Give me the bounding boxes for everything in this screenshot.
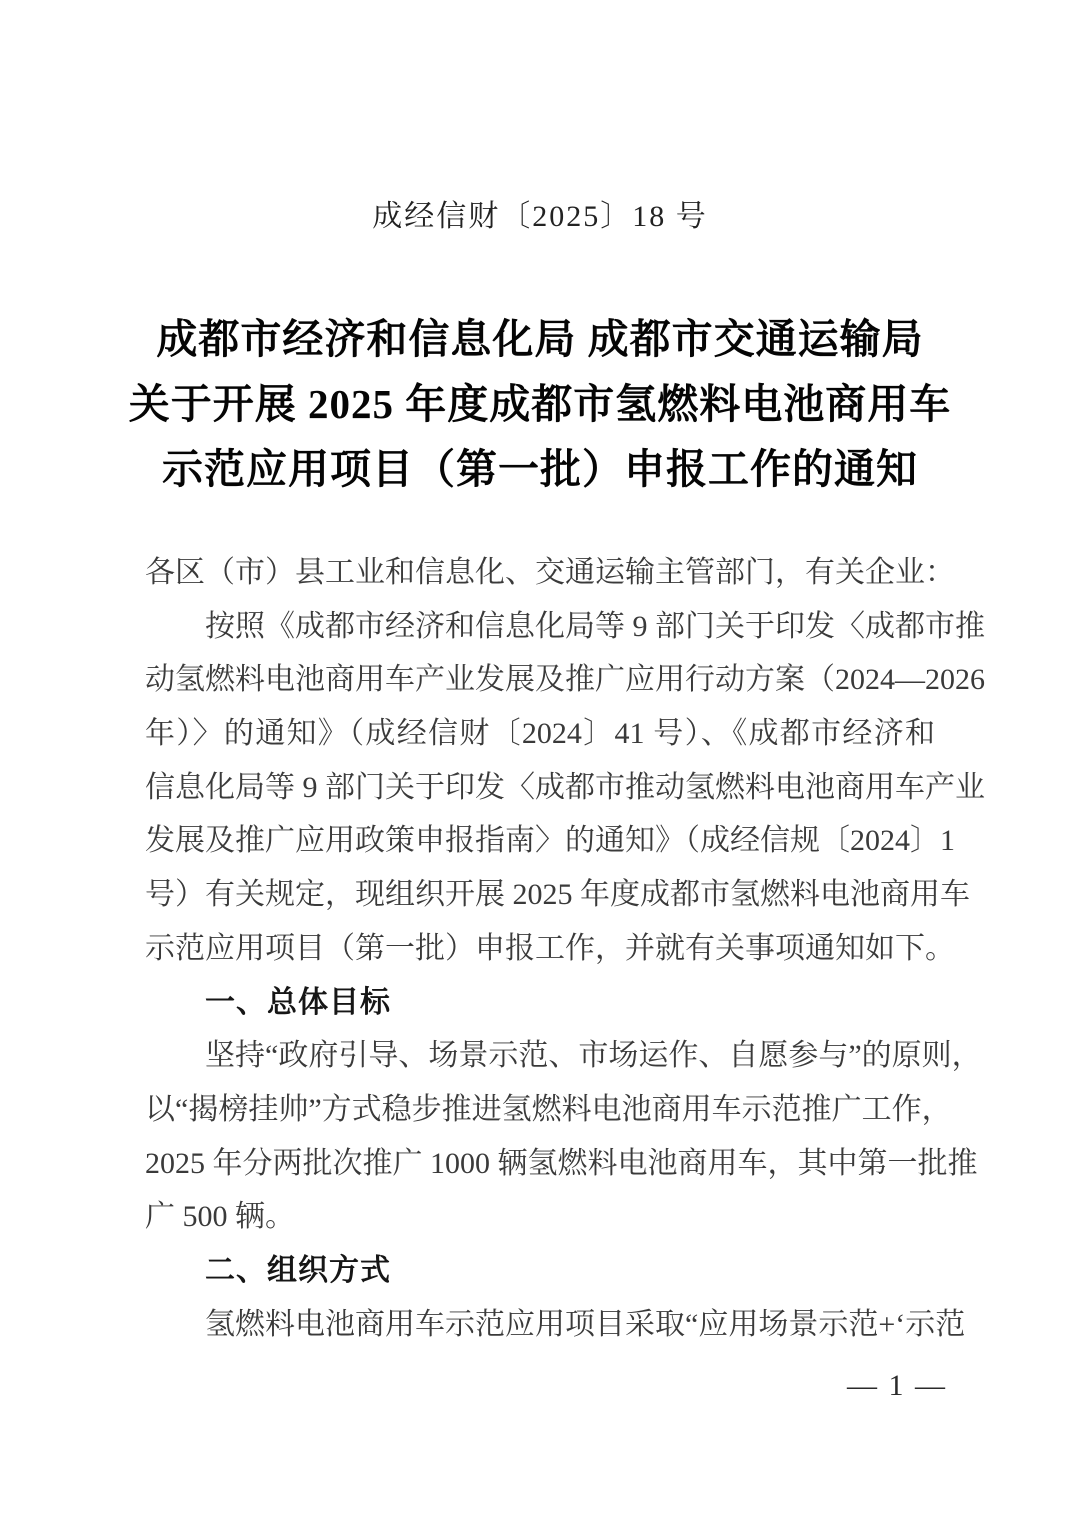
paragraph-line: 信息化局等 9 部门关于印发〈成都市推动氢燃料电池商用车产业 [145, 770, 985, 804]
document-title [70, 307, 1010, 502]
title-line-1: 成都市经济和信息化局 成都市交通运输局 [156, 316, 924, 362]
paragraph-line: 号）有关规定，现组织开展 2025 年度成都市氢燃料电池商用车 [145, 878, 970, 912]
page-number: — 1 — [847, 1369, 947, 1403]
salutation-line: 各区（市）县工业和信息化、交通运输主管部门，有关企业： [145, 556, 955, 589]
title-line-3: 示范应用项目（第一批）申报工作的通知 [162, 446, 918, 492]
paragraph-line: 2025 年分两批次推广 1000 辆氢燃料电池商用车，其中第一批推 [145, 1146, 978, 1180]
paragraph-line: 广 500 辆。 [145, 1200, 295, 1234]
document-body [145, 546, 985, 1351]
paragraph-line: 示范应用项目（第一批）申报工作，并就有关事项通知如下。 [145, 931, 955, 965]
paragraph-line: 按照《成都市经济和信息化局等 9 部门关于印发〈成都市推 [205, 609, 985, 643]
paragraph-line: 以“揭榜挂帅”方式稳步推进氢燃料电池商用车示范推广工作， [145, 1092, 952, 1126]
paragraph-line: 年）〉的通知》（成经信财〔2024〕41 号）、《成都市经济和 [145, 717, 935, 751]
paragraph-line: 氢燃料电池商用车示范应用项目采取“应用场景示范+‘示范 [205, 1307, 966, 1341]
doc-number: 成经信财〔2025〕18 号 [372, 200, 708, 233]
section-heading-2: 二、组织方式 [205, 1253, 391, 1287]
title-line-2: 关于开展 2025 年度成都市氢燃料电池商用车 [128, 381, 952, 427]
section-heading-1: 一、总体目标 [205, 985, 391, 1019]
paragraph-line: 坚持“政府引导、场景示范、市场运作、自愿参与”的原则， [205, 1039, 982, 1073]
paragraph-line: 动氢燃料电池商用车产业发展及推广应用行动方案（2024—2026 [145, 663, 985, 697]
paragraph-line: 发展及推广应用政策申报指南〉的通知》（成经信规〔2024〕1 [145, 824, 955, 858]
